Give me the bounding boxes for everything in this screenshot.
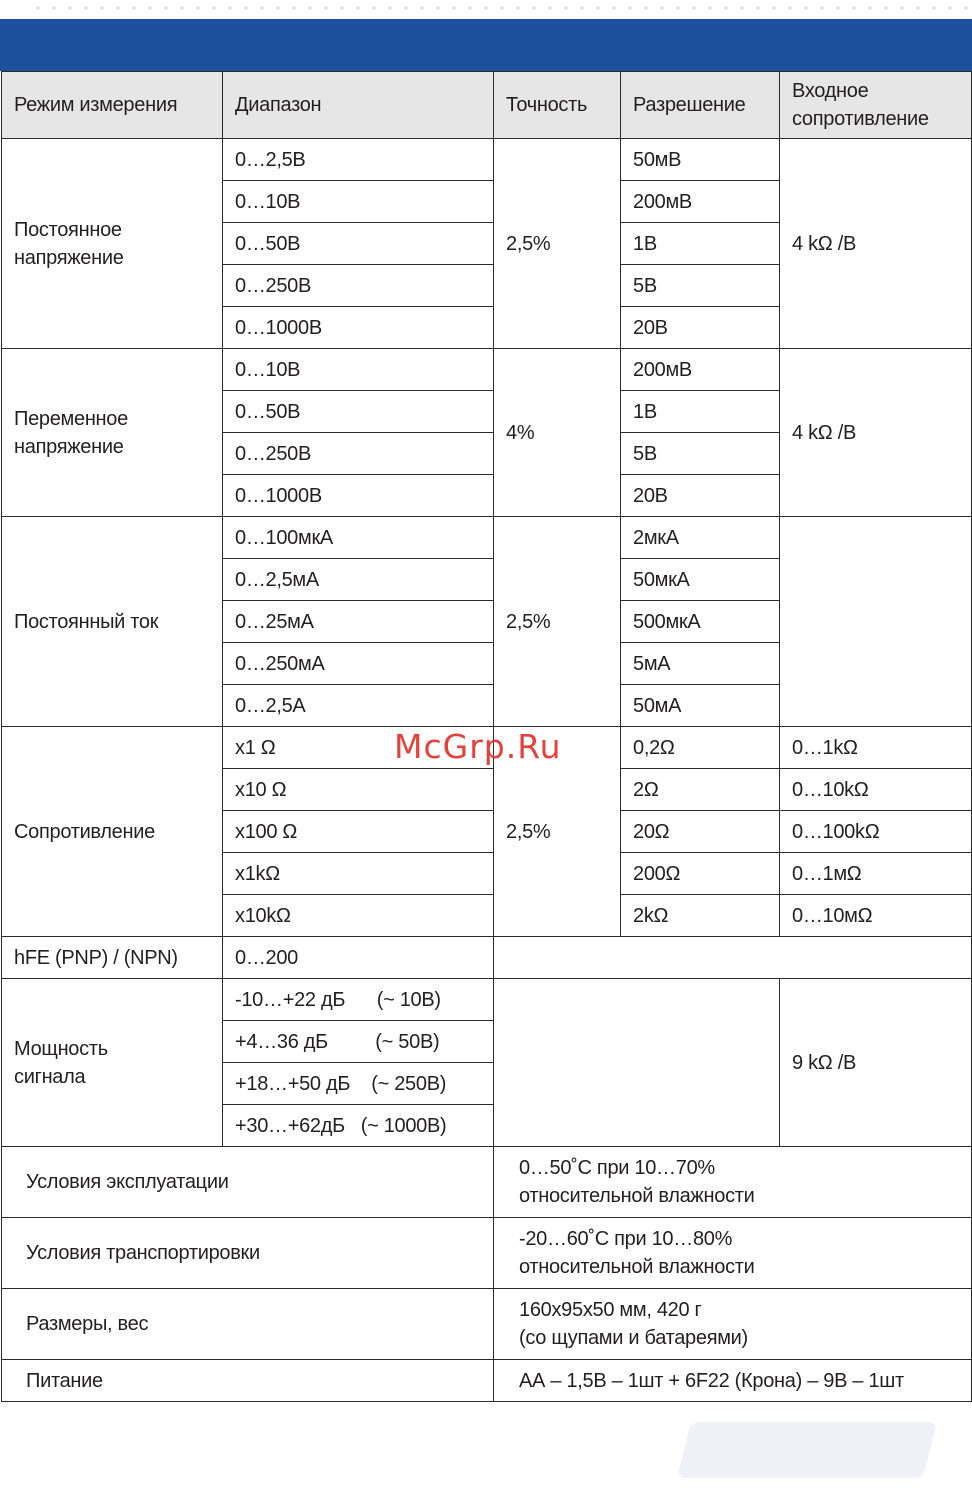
resolution-cell: 50мВ — [621, 139, 780, 181]
header-accuracy: Точность — [494, 72, 621, 139]
table-row — [2, 139, 972, 181]
range-cell: x10kΩ — [223, 895, 494, 937]
impedance-cell: 0…1kΩ — [780, 727, 972, 769]
range-cell: x10 Ω — [223, 769, 494, 811]
spec-label: Условия транспортировки — [2, 1218, 494, 1289]
impedance-cell: 0…100kΩ — [780, 811, 972, 853]
signal-power-empty-cell — [494, 979, 780, 1147]
header-banner — [0, 19, 972, 71]
resolution-cell: 2kΩ — [621, 895, 780, 937]
table-header-row — [2, 72, 972, 139]
range-cell: 0…25мА — [223, 601, 494, 643]
header-impedance: Входное сопротивление — [780, 72, 972, 139]
range-cell: 0…1000В — [223, 307, 494, 349]
resolution-cell: 50мА — [621, 685, 780, 727]
accuracy-dc-current: 2,5% — [494, 517, 621, 727]
table-row — [2, 1147, 972, 1218]
spec-label: Размеры, вес — [2, 1289, 494, 1360]
spec-value: АА – 1,5В – 1шт + 6F22 (Крона) – 9В – 1шт — [494, 1360, 972, 1402]
resolution-cell: 20В — [621, 307, 780, 349]
header-mode: Режим измерения — [2, 72, 223, 139]
table-row — [2, 979, 972, 1021]
table-row — [2, 1289, 972, 1360]
spec-value: 0…50˚С при 10…70% относительной влажности — [494, 1147, 972, 1218]
resolution-cell: 500мкА — [621, 601, 780, 643]
spec-label: Питание — [2, 1360, 494, 1402]
range-cell: +18…+50 дБ (~ 250В) — [223, 1063, 494, 1105]
resolution-cell: 1В — [621, 391, 780, 433]
range-cell: 0…10В — [223, 181, 494, 223]
resolution-cell: 5мА — [621, 643, 780, 685]
spec-label: Условия эксплуатации — [2, 1147, 494, 1218]
mode-resistance: Сопротивление — [2, 727, 223, 937]
range-cell: 0…1000В — [223, 475, 494, 517]
mode-dc-voltage: Постоянное напряжение — [2, 139, 223, 349]
accuracy-dc-voltage: 2,5% — [494, 139, 621, 349]
resolution-cell: 200Ω — [621, 853, 780, 895]
impedance-cell: 0…10kΩ — [780, 769, 972, 811]
table-row — [2, 349, 972, 391]
range-cell: 0…2,5мА — [223, 559, 494, 601]
resolution-cell: 20Ω — [621, 811, 780, 853]
range-cell: 0…250В — [223, 265, 494, 307]
resolution-cell: 20В — [621, 475, 780, 517]
range-cell: 0…10В — [223, 349, 494, 391]
resolution-cell: 50мкА — [621, 559, 780, 601]
range-cell: 0…200 — [223, 937, 494, 979]
table-row — [2, 1360, 972, 1402]
header-range: Диапазон — [223, 72, 494, 139]
impedance-cell: 0…10мΩ — [780, 895, 972, 937]
impedance-dc-voltage: 4 kΩ /В — [780, 139, 972, 349]
range-cell: 0…250мА — [223, 643, 494, 685]
impedance-ac-voltage: 4 kΩ /В — [780, 349, 972, 517]
range-cell: +30…+62дБ (~ 1000В) — [223, 1105, 494, 1147]
mode-hfe: hFE (PNP) / (NPN) — [2, 937, 223, 979]
resolution-cell: 2мкА — [621, 517, 780, 559]
header-resolution: Разрешение — [621, 72, 780, 139]
impedance-dc-current — [780, 517, 972, 727]
resolution-cell: 5В — [621, 433, 780, 475]
resolution-cell: 0,2Ω — [621, 727, 780, 769]
resolution-cell: 200мВ — [621, 349, 780, 391]
watermark-text: McGrp.Ru — [394, 727, 562, 766]
range-cell: 0…250В — [223, 433, 494, 475]
mode-ac-voltage: Переменное напряжение — [2, 349, 223, 517]
resolution-cell: 1В — [621, 223, 780, 265]
mode-dc-current: Постоянный ток — [2, 517, 223, 727]
resolution-cell: 2Ω — [621, 769, 780, 811]
accuracy-ac-voltage: 4% — [494, 349, 621, 517]
impedance-cell: 0…1мΩ — [780, 853, 972, 895]
hfe-empty-cell — [494, 937, 972, 979]
resolution-cell: 200мВ — [621, 181, 780, 223]
table-row — [2, 517, 972, 559]
range-cell: 0…50В — [223, 223, 494, 265]
table-row — [2, 1218, 972, 1289]
range-cell: +4…36 дБ (~ 50В) — [223, 1021, 494, 1063]
range-cell: 0…2,5А — [223, 685, 494, 727]
table-row — [2, 937, 972, 979]
resolution-cell: 5В — [621, 265, 780, 307]
impedance-signal-power: 9 kΩ /В — [780, 979, 972, 1147]
range-cell: x100 Ω — [223, 811, 494, 853]
range-cell: 0…2,5В — [223, 139, 494, 181]
range-cell: 0…100мкА — [223, 517, 494, 559]
range-cell: 0…50В — [223, 391, 494, 433]
decorative-shape — [677, 1422, 937, 1478]
spec-value: 160x95x50 мм, 420 г (со щупами и батареями) — [494, 1289, 972, 1360]
spec-value: -20…60˚С при 10…80% относительной влажности — [494, 1218, 972, 1289]
dotted-divider — [30, 6, 970, 10]
range-cell: x1 Ω — [223, 727, 494, 769]
mode-signal-power: Мощность сигнала — [2, 979, 223, 1147]
range-cell: -10…+22 дБ (~ 10В) — [223, 979, 494, 1021]
accuracy-resistance: 2,5% — [494, 727, 621, 937]
range-cell: x1kΩ — [223, 853, 494, 895]
